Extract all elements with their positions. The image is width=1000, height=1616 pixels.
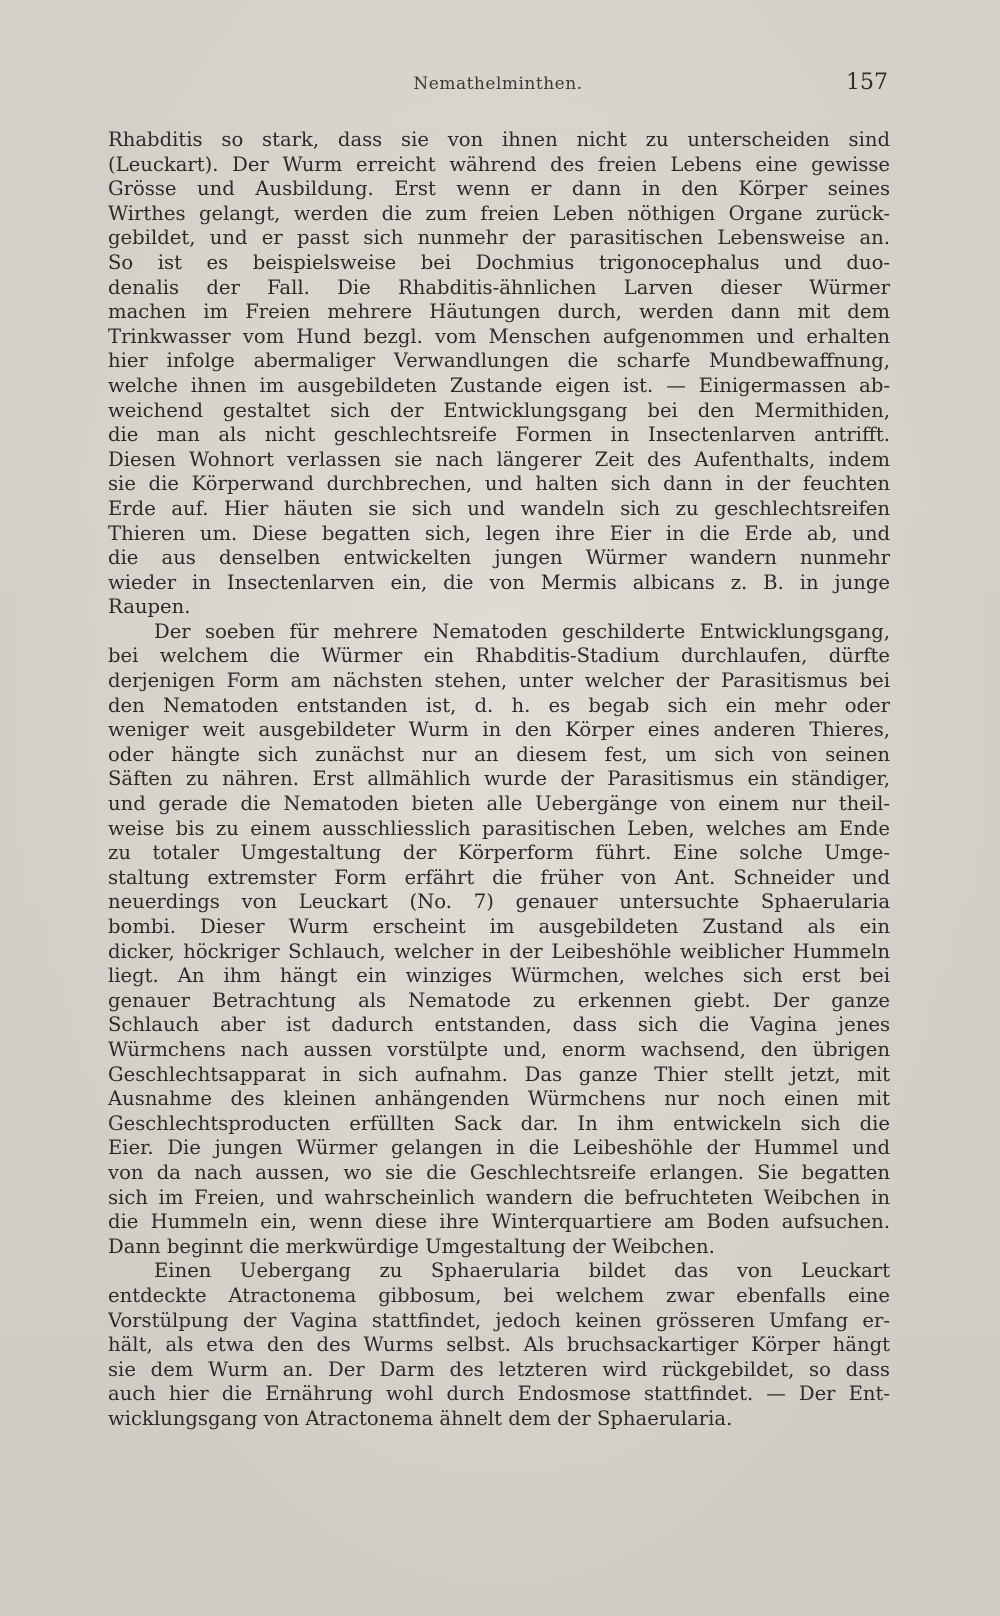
text-line: gebildet, und er passt sich nunmehr der parasitischen Lebensweise an. xyxy=(108,226,890,250)
text-line: weichend gestaltet sich der Entwicklungsgang bei den Mermithiden, xyxy=(108,398,890,422)
text-line: hier infolge abermaliger Verwandlungen die scharfe Mundbewaffnung, xyxy=(108,349,890,373)
text-line: wicklungsgang von Atractonema ähnelt dem der Sphaerularia. xyxy=(108,1406,733,1430)
text-line: Diesen Wohnort verlassen sie nach längerer Zeit des Aufenthalts, indem xyxy=(108,447,890,471)
text-line: von da nach aussen, wo sie die Geschlechtsreife erlangen. Sie begatten xyxy=(108,1160,890,1184)
text-line: den Nematoden entstanden ist, d. h. es begab sich ein mehr oder xyxy=(108,693,890,717)
text-line: Eier. Die jungen Würmer gelangen in die Leibeshöhle der Hummel und xyxy=(108,1136,890,1160)
text-line: Der soeben für mehrere Nematoden geschilderte Entwicklungsgang, xyxy=(154,619,890,643)
text-line: die Hummeln ein, wenn diese ihre Winterquartiere am Boden aufsuchen. xyxy=(108,1210,890,1234)
text-line: sich im Freien, und wahrscheinlich wandern die befruchteten Weibchen in xyxy=(108,1185,890,1209)
text-line: sie die Körperwand durchbrechen, und halten sich dann in der feuchten xyxy=(108,472,890,496)
text-line: weise bis zu einem ausschliesslich parasitischen Leben, welches am Ende xyxy=(108,816,890,840)
text-line: (Leuckart). Der Wurm erreicht während des freien Lebens eine gewisse xyxy=(108,152,890,176)
text-line: bei welchem die Würmer ein Rhabditis-Stadium durchlaufen, dürfte xyxy=(108,644,890,668)
page-header xyxy=(108,70,888,98)
text-line: Ausnahme des kleinen anhängenden Würmchens nur noch einen mit xyxy=(108,1087,890,1111)
text-line: die man als nicht geschlechtsreife Formen in Insectenlarven antrifft. xyxy=(108,423,890,447)
text-line: Säften zu nähren. Erst allmählich wurde der Parasitismus ein ständiger, xyxy=(108,767,890,791)
page-number: 157 xyxy=(846,70,888,95)
text-line: auch hier die Ernährung wohl durch Endosmose stattfindet. — Der Ent- xyxy=(108,1382,890,1406)
text-line: Thieren um. Diese begatten sich, legen ihre Eier in die Erde ab, und xyxy=(108,521,890,545)
text-line: sie dem Wurm an. Der Darm des letzteren wird rückgebildet, so dass xyxy=(108,1357,890,1381)
text-line: machen im Freien mehrere Häutungen durch, werden dann mit dem xyxy=(108,300,890,324)
text-line: Vorstülpung der Vagina stattfindet, jedoch keinen grösseren Umfang er- xyxy=(108,1308,890,1332)
text-line: Würmchens nach aussen vorstülpte und, enorm wachsend, den übrigen xyxy=(108,1037,890,1061)
text-line: Geschlechtsapparat in sich aufnahm. Das ganze Thier stellt jetzt, mit xyxy=(108,1062,890,1086)
text-line: denalis der Fall. Die Rhabditis-ähnlichen Larven dieser Würmer xyxy=(108,275,890,299)
text-line: weniger weit ausgebildeter Wurm in den Körper eines anderen Thieres, xyxy=(108,718,890,742)
text-line: Erde auf. Hier häuten sie sich und wandeln sich zu geschlechtsreifen xyxy=(108,496,890,520)
text-line: dicker, höckriger Schlauch, welcher in der Leibeshöhle weiblicher Hummeln xyxy=(108,939,890,963)
text-line: derjenigen Form am nächsten stehen, unter welcher der Parasitismus bei xyxy=(108,669,890,693)
text-line: genauer Betrachtung als Nematode zu erkennen giebt. Der ganze xyxy=(108,988,890,1012)
text-line: Schlauch aber ist dadurch entstanden, dass sich die Vagina jenes xyxy=(108,1013,890,1037)
text-line: entdeckte Atractonema gibbosum, bei welchem zwar ebenfalls eine xyxy=(108,1283,890,1307)
text-line: hält, als etwa den des Wurms selbst. Als bruchsackartiger Körper hängt xyxy=(108,1333,890,1357)
text-line: welche ihnen im ausgebildeten Zustande eigen ist. — Einigermassen ab- xyxy=(108,373,890,397)
text-line: zu totaler Umgestaltung der Körperform führt. Eine solche Umge- xyxy=(108,841,890,865)
text-line: Grösse und Ausbildung. Erst wenn er dann in den Körper seines xyxy=(108,177,890,201)
text-line: liegt. An ihm hängt ein winziges Würmchen, welches sich erst bei xyxy=(108,964,890,988)
text-line: staltung extremster Form erfährt die früher von Ant. Schneider und xyxy=(108,865,890,889)
text-line: oder hängte sich zunächst nur an diesem fest, um sich von seinen xyxy=(108,742,890,766)
text-line: wieder in Insectenlarven ein, die von Mermis albicans z. B. in junge xyxy=(108,570,890,594)
text-line: neuerdings von Leuckart (No. 7) genauer untersuchte Sphaerularia xyxy=(108,890,890,914)
text-line: Wirthes gelangt, werden die zum freien Leben nöthigen Organe zurück- xyxy=(108,201,890,225)
text-line: die aus denselben entwickelten jungen Würmer wandern nunmehr xyxy=(108,546,890,570)
text-line: Einen Uebergang zu Sphaerularia bildet das von Leuckart xyxy=(154,1259,890,1283)
text-line: Geschlechtsproducten erfüllten Sack dar. In ihm entwickeln sich die xyxy=(108,1111,890,1135)
text-line: bombi. Dieser Wurm erscheint im ausgebildeten Zustand als ein xyxy=(108,915,890,938)
text-line: So ist es beispielsweise bei Dochmius trigonocephalus und duo- xyxy=(108,250,890,274)
text-line: Rhabditis so stark, dass sie von ihnen nicht zu unterscheiden sind xyxy=(108,128,890,151)
body-text xyxy=(108,128,890,1431)
text-line: und gerade die Nematoden bieten alle Uebergänge von einem nur theil- xyxy=(108,792,890,816)
text-line: Raupen. xyxy=(108,595,191,619)
text-line: Trinkwasser vom Hund bezgl. vom Menschen aufgenommen und erhalten xyxy=(108,324,890,348)
text-line: Dann beginnt die merkwürdige Umgestaltung der Weibchen. xyxy=(108,1234,715,1258)
running-head: Nemathelminthen. xyxy=(413,74,583,94)
